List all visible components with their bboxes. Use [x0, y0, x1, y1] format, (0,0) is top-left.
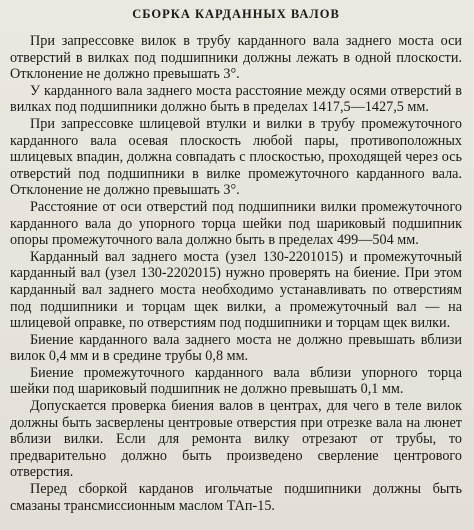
paragraph-spline-sleeve: При запрессовке шлицевой втулки и вилки в трубу промежуточного карданного вала осевая плоскость любой пары, противоположных шлицевых впадин, должна совпадать с плоскостью, проходящей через ось отверстий под подшипники в вилке промежуточного карданного вала. Отклонение не должно превышать 3°.: [10, 115, 462, 199]
paragraph-lubrication: Перед сборкой карданов игольчатые подшипники должны быть смазаны трансмиссионным маслом ТАп-15.: [10, 481, 462, 514]
paragraph-rear-runout-limit: Биение карданного вала заднего моста не должно превышать вблизи вилок 0,4 мм и в средине трубы 0,8 мм.: [10, 331, 462, 365]
paragraph-fork-press-fit: При запрессовке вилок в трубу карданного вала заднего моста оси отверстий в вилках под подшипники должны лежать в одной плоскости. Отклонение не должно превышать 3°.: [10, 33, 462, 83]
paragraph-runout-check: Карданный вал заднего моста (узел 130-2201015) и промежуточный карданный вал (узел 130-2202015) нужно проверять на биение. При этом карданный вал заднего моста необходимо устанавливать по отверстиям под подшипники и торцам щек вилки, а промежуточный вал — на шлицевой оправке, по отверстиям под подшипники и торцам щек вилки.: [10, 248, 462, 332]
paragraph-centers-check: Допускается проверка биения валов в центрах, для чего в теле вилок должны быть засверлены центровые отверстия при отрезке вала на люнет вблизи вилки. Если для ремонта вилку отрезают от трубы, то предварительно должно быть произведено сверление центрового отверстия.: [10, 398, 462, 481]
paragraph-intermediate-runout-limit: Биение промежуточного карданного вала вблизи упорного торца шейки под шариковый подшипник не должно превышать 0,1 мм.: [10, 364, 462, 398]
section-title: СБОРКА КАРДАННЫХ ВАЛОВ: [132, 7, 340, 21]
paragraph-intermediate-distance: Расстояние от оси отверстий под подшипники вилки промежуточного карданного вала до упорного торца шейки под шариковый подшипник опоры промежуточного вала должно быть в пределах 499—504 мм.: [10, 198, 462, 249]
body-text: [10, 33, 462, 514]
paragraph-rear-shaft-distance: У карданного вала заднего моста расстояние между осями отверстий в вилках под подшипники должно быть в пределах 1417,5—1427,5 мм.: [10, 82, 462, 116]
